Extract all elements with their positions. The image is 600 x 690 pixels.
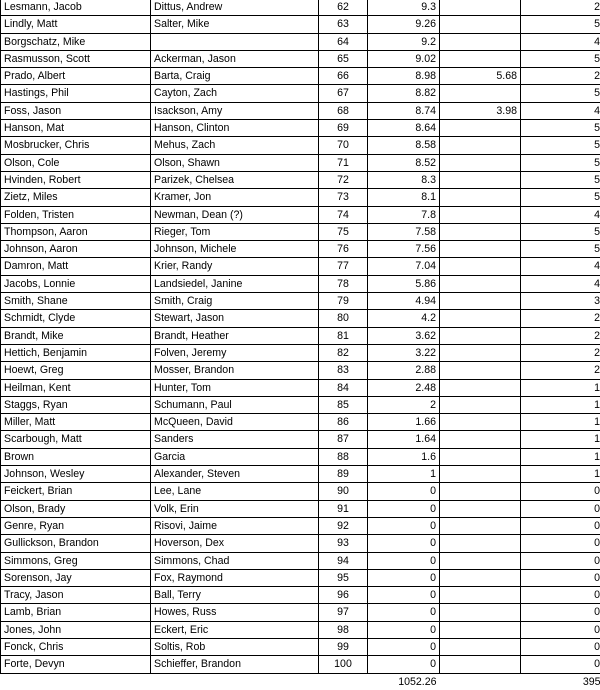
table-row (1, 258, 600, 275)
points-cell: 7.04 (368, 258, 440, 275)
count-cell: 0 (521, 500, 600, 517)
count-cell: 5 (521, 189, 600, 206)
player-1-cell: Fonck, Chris (1, 638, 151, 655)
player-1-cell: Borgschatz, Mike (1, 33, 151, 50)
rank-cell: 87 (319, 431, 368, 448)
rank-cell: 81 (319, 327, 368, 344)
bonus-cell (440, 500, 521, 517)
bonus-cell (440, 120, 521, 137)
count-cell: 0 (521, 483, 600, 500)
totals-row (1, 673, 600, 690)
player-2-cell: Landsiedel, Janine (151, 275, 319, 292)
points-cell: 0 (368, 500, 440, 517)
table-row (1, 137, 600, 154)
player-1-cell: Damron, Matt (1, 258, 151, 275)
bonus-cell (440, 379, 521, 396)
rank-cell: 82 (319, 344, 368, 361)
rank-cell: 99 (319, 638, 368, 655)
player-2-cell: Howes, Russ (151, 604, 319, 621)
points-cell: 5.86 (368, 275, 440, 292)
bonus-cell (440, 517, 521, 534)
points-cell: 9.26 (368, 16, 440, 33)
player-1-cell: Rasmusson, Scott (1, 50, 151, 67)
count-cell: 1 (521, 414, 600, 431)
count-cell: 4 (521, 33, 600, 50)
table-row (1, 0, 600, 16)
count-cell: 0 (521, 587, 600, 604)
player-1-cell: Foss, Jason (1, 102, 151, 119)
table-row (1, 638, 600, 655)
points-cell: 7.8 (368, 206, 440, 223)
player-2-cell: Krier, Randy (151, 258, 319, 275)
points-cell: 0 (368, 569, 440, 586)
rank-cell: 95 (319, 569, 368, 586)
player-2-cell: Eckert, Eric (151, 621, 319, 638)
player-2-cell: Simmons, Chad (151, 552, 319, 569)
player-2-cell: Alexander, Steven (151, 466, 319, 483)
points-cell: 9.02 (368, 50, 440, 67)
points-cell: 2.48 (368, 379, 440, 396)
player-1-cell: Jacobs, Lonnie (1, 275, 151, 292)
player-1-cell: Lindly, Matt (1, 16, 151, 33)
player-2-cell: Hoverson, Dex (151, 535, 319, 552)
points-cell: 9.2 (368, 33, 440, 50)
bonus-cell (440, 621, 521, 638)
count-cell: 5 (521, 85, 600, 102)
rank-cell: 80 (319, 310, 368, 327)
bonus-cell: 3.98 (440, 102, 521, 119)
points-cell: 8.1 (368, 189, 440, 206)
bonus-cell (440, 362, 521, 379)
player-1-cell: Lamb, Brian (1, 604, 151, 621)
totals-empty-cell (1, 673, 151, 690)
points-cell: 1.64 (368, 431, 440, 448)
player-2-cell: Sanders (151, 431, 319, 448)
table-row (1, 517, 600, 534)
bonus-cell: 5.68 (440, 68, 521, 85)
points-cell: 2.88 (368, 362, 440, 379)
count-cell: 4 (521, 206, 600, 223)
rank-cell: 62 (319, 0, 368, 16)
bonus-cell (440, 431, 521, 448)
points-cell: 1.66 (368, 414, 440, 431)
bonus-cell (440, 310, 521, 327)
bonus-cell (440, 223, 521, 240)
rank-cell: 84 (319, 379, 368, 396)
table-row (1, 604, 600, 621)
count-cell: 5 (521, 16, 600, 33)
rank-cell: 69 (319, 120, 368, 137)
points-cell: 8.98 (368, 68, 440, 85)
table-row (1, 310, 600, 327)
rank-cell: 83 (319, 362, 368, 379)
player-1-cell: Johnson, Aaron (1, 241, 151, 258)
rank-cell: 97 (319, 604, 368, 621)
bonus-cell (440, 604, 521, 621)
count-cell: 0 (521, 517, 600, 534)
player-1-cell: Olson, Brady (1, 500, 151, 517)
rank-cell: 92 (319, 517, 368, 534)
table-row (1, 241, 600, 258)
player-2-cell: Folven, Jeremy (151, 344, 319, 361)
bonus-cell (440, 137, 521, 154)
player-2-cell: Cayton, Zach (151, 85, 319, 102)
total-points: 1052.26 (368, 673, 440, 690)
rank-cell: 67 (319, 85, 368, 102)
bonus-cell (440, 569, 521, 586)
points-cell: 0 (368, 656, 440, 673)
count-cell: 0 (521, 638, 600, 655)
points-cell: 0 (368, 535, 440, 552)
player-2-cell: Dittus, Andrew (151, 0, 319, 16)
player-2-cell: Barta, Craig (151, 68, 319, 85)
player-2-cell: Fox, Raymond (151, 569, 319, 586)
points-cell: 1.6 (368, 448, 440, 465)
total-count: 395 (521, 673, 600, 690)
bonus-cell (440, 414, 521, 431)
rank-cell: 71 (319, 154, 368, 171)
bonus-cell (440, 16, 521, 33)
player-1-cell: Prado, Albert (1, 68, 151, 85)
player-2-cell: Mehus, Zach (151, 137, 319, 154)
count-cell: 0 (521, 569, 600, 586)
count-cell: 5 (521, 120, 600, 137)
bonus-cell (440, 154, 521, 171)
player-1-cell: Forte, Devyn (1, 656, 151, 673)
table-row (1, 171, 600, 188)
bonus-cell (440, 638, 521, 655)
count-cell: 2 (521, 327, 600, 344)
bonus-cell (440, 483, 521, 500)
rank-cell: 68 (319, 102, 368, 119)
table-row (1, 396, 600, 413)
player-1-cell: Simmons, Greg (1, 552, 151, 569)
bonus-cell (440, 396, 521, 413)
count-cell: 5 (521, 171, 600, 188)
rank-cell: 77 (319, 258, 368, 275)
bonus-cell (440, 587, 521, 604)
player-2-cell: Kramer, Jon (151, 189, 319, 206)
player-1-cell: Miller, Matt (1, 414, 151, 431)
player-1-cell: Scarbough, Matt (1, 431, 151, 448)
bonus-cell (440, 327, 521, 344)
player-2-cell: Newman, Dean (?) (151, 206, 319, 223)
bonus-cell (440, 189, 521, 206)
bonus-cell (440, 33, 521, 50)
rank-cell: 72 (319, 171, 368, 188)
points-cell: 8.82 (368, 85, 440, 102)
player-1-cell: Lesmann, Jacob (1, 0, 151, 16)
rank-cell: 79 (319, 293, 368, 310)
table-row (1, 448, 600, 465)
table-row (1, 587, 600, 604)
player-1-cell: Brandt, Mike (1, 327, 151, 344)
player-1-cell: Schmidt, Clyde (1, 310, 151, 327)
count-cell: 2 (521, 344, 600, 361)
points-cell: 8.64 (368, 120, 440, 137)
bonus-cell (440, 552, 521, 569)
player-1-cell: Mosbrucker, Chris (1, 137, 151, 154)
table-row (1, 466, 600, 483)
player-1-cell: Johnson, Wesley (1, 466, 151, 483)
count-cell: 2 (521, 362, 600, 379)
table-row (1, 431, 600, 448)
player-1-cell: Hvinden, Robert (1, 171, 151, 188)
bonus-cell (440, 206, 521, 223)
count-cell: 0 (521, 656, 600, 673)
player-2-cell: Schumann, Paul (151, 396, 319, 413)
rank-cell: 90 (319, 483, 368, 500)
points-cell: 7.56 (368, 241, 440, 258)
count-cell: 1 (521, 396, 600, 413)
rank-cell: 70 (319, 137, 368, 154)
points-cell: 1 (368, 466, 440, 483)
count-cell: 2 (521, 68, 600, 85)
points-cell: 0 (368, 483, 440, 500)
bonus-cell (440, 85, 521, 102)
table-row (1, 621, 600, 638)
player-2-cell: Olson, Shawn (151, 154, 319, 171)
player-2-cell: Rieger, Tom (151, 223, 319, 240)
bonus-cell (440, 293, 521, 310)
table-row (1, 656, 600, 673)
player-2-cell: Risovi, Jaime (151, 517, 319, 534)
player-2-cell: Hanson, Clinton (151, 120, 319, 137)
count-cell: 1 (521, 466, 600, 483)
points-cell: 0 (368, 517, 440, 534)
rank-cell: 85 (319, 396, 368, 413)
player-2-cell: Schieffer, Brandon (151, 656, 319, 673)
count-cell: 5 (521, 154, 600, 171)
rank-cell: 74 (319, 206, 368, 223)
bonus-cell (440, 344, 521, 361)
player-2-cell: McQueen, David (151, 414, 319, 431)
points-cell: 0 (368, 621, 440, 638)
player-1-cell: Thompson, Aaron (1, 223, 151, 240)
player-2-cell: Garcia (151, 448, 319, 465)
player-2-cell (151, 33, 319, 50)
bonus-cell (440, 171, 521, 188)
table-row (1, 102, 600, 119)
table-row (1, 552, 600, 569)
player-1-cell: Brown (1, 448, 151, 465)
count-cell: 2 (521, 0, 600, 16)
table-row (1, 33, 600, 50)
table-row (1, 275, 600, 292)
table-row (1, 569, 600, 586)
rank-cell: 78 (319, 275, 368, 292)
count-cell: 1 (521, 379, 600, 396)
count-cell: 1 (521, 448, 600, 465)
rank-cell: 73 (319, 189, 368, 206)
bonus-cell (440, 241, 521, 258)
points-cell: 3.62 (368, 327, 440, 344)
totals-empty-cell (440, 673, 521, 690)
player-1-cell: Heilman, Kent (1, 379, 151, 396)
player-2-cell: Stewart, Jason (151, 310, 319, 327)
player-1-cell: Tracy, Jason (1, 587, 151, 604)
player-1-cell: Staggs, Ryan (1, 396, 151, 413)
count-cell: 4 (521, 102, 600, 119)
table-row (1, 223, 600, 240)
table-row (1, 327, 600, 344)
count-cell: 4 (521, 258, 600, 275)
player-2-cell: Parizek, Chelsea (151, 171, 319, 188)
table-row (1, 85, 600, 102)
player-2-cell: Isackson, Amy (151, 102, 319, 119)
rank-cell: 76 (319, 241, 368, 258)
count-cell: 0 (521, 552, 600, 569)
player-2-cell: Ackerman, Jason (151, 50, 319, 67)
player-1-cell: Folden, Tristen (1, 206, 151, 223)
rank-cell: 65 (319, 50, 368, 67)
table-row (1, 189, 600, 206)
bonus-cell (440, 50, 521, 67)
rank-cell: 94 (319, 552, 368, 569)
table-row (1, 293, 600, 310)
points-cell: 2 (368, 396, 440, 413)
rank-cell: 100 (319, 656, 368, 673)
player-2-cell: Johnson, Michele (151, 241, 319, 258)
points-cell: 9.3 (368, 0, 440, 16)
player-1-cell: Gullickson, Brandon (1, 535, 151, 552)
count-cell: 4 (521, 275, 600, 292)
rank-cell: 64 (319, 33, 368, 50)
standings-body (1, 0, 600, 673)
rank-cell: 89 (319, 466, 368, 483)
points-cell: 0 (368, 604, 440, 621)
count-cell: 5 (521, 50, 600, 67)
points-cell: 8.58 (368, 137, 440, 154)
bonus-cell (440, 275, 521, 292)
rank-cell: 93 (319, 535, 368, 552)
points-cell: 3.22 (368, 344, 440, 361)
count-cell: 5 (521, 137, 600, 154)
player-2-cell: Ball, Terry (151, 587, 319, 604)
table-row (1, 379, 600, 396)
player-1-cell: Feickert, Brian (1, 483, 151, 500)
points-cell: 0 (368, 552, 440, 569)
table-row (1, 154, 600, 171)
table-row (1, 120, 600, 137)
player-1-cell: Hoewt, Greg (1, 362, 151, 379)
player-1-cell: Genre, Ryan (1, 517, 151, 534)
bonus-cell (440, 466, 521, 483)
table-row (1, 414, 600, 431)
points-cell: 8.52 (368, 154, 440, 171)
table-row (1, 483, 600, 500)
player-2-cell: Soltis, Rob (151, 638, 319, 655)
rank-cell: 86 (319, 414, 368, 431)
rank-cell: 96 (319, 587, 368, 604)
totals-empty-cell (151, 673, 319, 690)
count-cell: 0 (521, 535, 600, 552)
points-cell: 7.58 (368, 223, 440, 240)
player-1-cell: Jones, John (1, 621, 151, 638)
table-row (1, 500, 600, 517)
rank-cell: 66 (319, 68, 368, 85)
player-1-cell: Smith, Shane (1, 293, 151, 310)
player-1-cell: Hanson, Mat (1, 120, 151, 137)
points-cell: 4.2 (368, 310, 440, 327)
points-cell: 8.74 (368, 102, 440, 119)
player-2-cell: Salter, Mike (151, 16, 319, 33)
player-2-cell: Hunter, Tom (151, 379, 319, 396)
player-2-cell: Mosser, Brandon (151, 362, 319, 379)
rank-cell: 88 (319, 448, 368, 465)
table-row (1, 362, 600, 379)
points-cell: 4.94 (368, 293, 440, 310)
table-row (1, 535, 600, 552)
rank-cell: 75 (319, 223, 368, 240)
player-1-cell: Sorenson, Jay (1, 569, 151, 586)
table-row (1, 344, 600, 361)
player-1-cell: Olson, Cole (1, 154, 151, 171)
count-cell: 5 (521, 241, 600, 258)
totals-empty-cell (319, 673, 368, 690)
rank-cell: 98 (319, 621, 368, 638)
table-row (1, 16, 600, 33)
bonus-cell (440, 448, 521, 465)
rank-cell: 91 (319, 500, 368, 517)
points-cell: 8.3 (368, 171, 440, 188)
player-2-cell: Smith, Craig (151, 293, 319, 310)
count-cell: 0 (521, 604, 600, 621)
bonus-cell (440, 535, 521, 552)
player-2-cell: Volk, Erin (151, 500, 319, 517)
points-cell: 0 (368, 587, 440, 604)
bonus-cell (440, 258, 521, 275)
table-row (1, 68, 600, 85)
player-1-cell: Hettich, Benjamin (1, 344, 151, 361)
count-cell: 3 (521, 293, 600, 310)
bonus-cell (440, 0, 521, 16)
player-1-cell: Hastings, Phil (1, 85, 151, 102)
player-1-cell: Zietz, Miles (1, 189, 151, 206)
player-2-cell: Brandt, Heather (151, 327, 319, 344)
rank-cell: 63 (319, 16, 368, 33)
table-row (1, 206, 600, 223)
points-cell: 0 (368, 638, 440, 655)
count-cell: 2 (521, 310, 600, 327)
count-cell: 0 (521, 621, 600, 638)
bonus-cell (440, 656, 521, 673)
count-cell: 1 (521, 431, 600, 448)
count-cell: 5 (521, 223, 600, 240)
table-row (1, 50, 600, 67)
player-2-cell: Lee, Lane (151, 483, 319, 500)
